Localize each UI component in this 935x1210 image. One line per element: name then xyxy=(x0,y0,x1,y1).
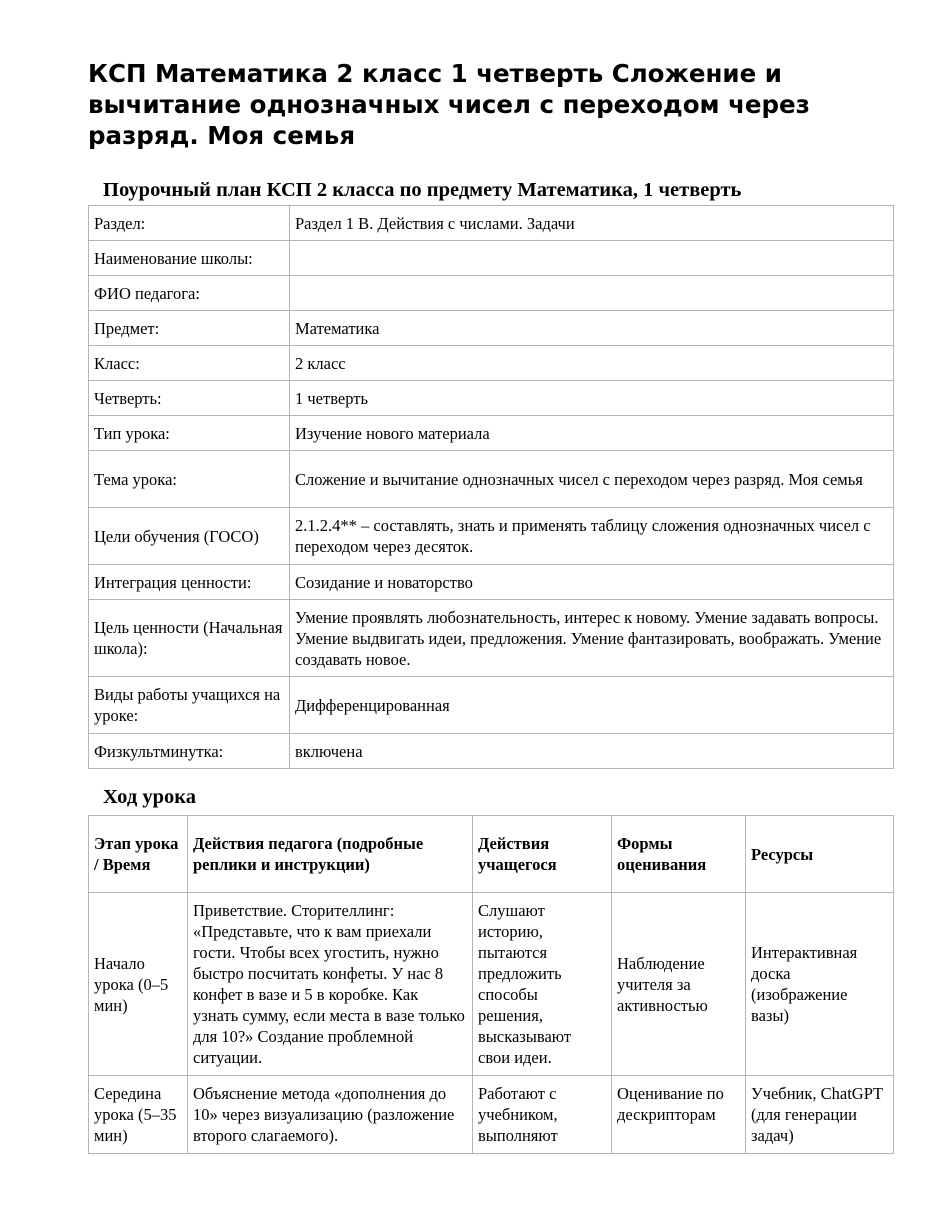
lesson-info-table xyxy=(88,205,894,769)
table-row xyxy=(89,206,894,241)
table-row xyxy=(89,893,894,1076)
info-value: Сложение и вычитание однозначных чисел с переходом через разряд. Моя семья xyxy=(290,451,894,508)
info-label: Класс: xyxy=(89,346,290,381)
info-value: 2 класс xyxy=(290,346,894,381)
info-value: Дифференцированная xyxy=(290,677,894,734)
table-row xyxy=(89,276,894,311)
table-row xyxy=(89,508,894,565)
info-value xyxy=(290,276,894,311)
info-label: Тема урока: xyxy=(89,451,290,508)
info-label: Физкультминутка: xyxy=(89,734,290,769)
info-value xyxy=(290,241,894,276)
table-row xyxy=(89,734,894,769)
stage-cell: Середина урока (5–35 мин) xyxy=(89,1076,188,1154)
table-row xyxy=(89,311,894,346)
assessment-cell: Оценивание по дескрипторам xyxy=(612,1076,746,1154)
column-header-resources: Ресурсы xyxy=(746,816,894,893)
teacher-actions-cell: Приветствие. Сторителлинг: «Представьте, что к вам приехали гости. Чтобы всех угостить, нужно быстро посчитать конфеты. У нас 8 конфет в вазе и 5 в коробке. Как узнать сумму, если места в вазе только для 10?» Создание проблемной ситуации. xyxy=(188,893,473,1076)
table-row xyxy=(89,1076,894,1154)
plan-heading: Поурочный план КСП 2 класса по предмету Математика, 1 четверть xyxy=(103,179,742,201)
info-value: 2.1.2.4** – составлять, знать и применять таблицу сложения однозначных чисел с переходом через десяток. xyxy=(290,508,894,565)
info-label: ФИО педагога: xyxy=(89,276,290,311)
info-value: Математика xyxy=(290,311,894,346)
student-actions-cell: Слушают историю, пытаются предложить способы решения, высказывают свои идеи. xyxy=(473,893,612,1076)
info-value: включена xyxy=(290,734,894,769)
column-header-stage: Этап урока / Время xyxy=(89,816,188,893)
info-label: Раздел: xyxy=(89,206,290,241)
lesson-heading: Ход урока xyxy=(103,786,196,808)
student-actions-cell: Работают с учебником, выполняют xyxy=(473,1076,612,1154)
table-row xyxy=(89,416,894,451)
table-row xyxy=(89,381,894,416)
info-value: Умение проявлять любознательность, интерес к новому. Умение задавать вопросы. Умение выдвигать идеи, предложения. Умение фантазировать, воображать. Умение создавать новое. xyxy=(290,600,894,677)
document-page xyxy=(88,58,893,1154)
table-row xyxy=(89,241,894,276)
info-label: Предмет: xyxy=(89,311,290,346)
assessment-cell: Наблюдение учителя за активностью xyxy=(612,893,746,1076)
table-header-row xyxy=(89,816,894,893)
column-header-student-actions: Действия учащегося xyxy=(473,816,612,893)
info-value: Раздел 1 В. Действия с числами. Задачи xyxy=(290,206,894,241)
column-header-assessment: Формы оценивания xyxy=(612,816,746,893)
document-title: КСП Математика 2 класс 1 четверть Сложение и вычитание однозначных чисел с переходом через разряд. Моя семья xyxy=(88,59,810,150)
resources-cell: Учебник, ChatGPT (для генерации задач) xyxy=(746,1076,894,1154)
info-value: 1 четверть xyxy=(290,381,894,416)
info-label: Виды работы учащихся на уроке: xyxy=(89,677,290,734)
table-row xyxy=(89,565,894,600)
resources-cell: Интерактивная доска (изображение вазы) xyxy=(746,893,894,1076)
info-label: Тип урока: xyxy=(89,416,290,451)
stage-cell: Начало урока (0–5 мин) xyxy=(89,893,188,1076)
info-label: Наименование школы: xyxy=(89,241,290,276)
info-label: Цель ценности (Начальная школа): xyxy=(89,600,290,677)
lesson-course-table xyxy=(88,815,894,1154)
info-label: Интеграция ценности: xyxy=(89,565,290,600)
info-label: Четверть: xyxy=(89,381,290,416)
table-row xyxy=(89,600,894,677)
table-row xyxy=(89,346,894,381)
column-header-teacher-actions: Действия педагога (подробные реплики и инструкции) xyxy=(188,816,473,893)
table-row xyxy=(89,451,894,508)
info-label: Цели обучения (ГОСО) xyxy=(89,508,290,565)
info-value: Изучение нового материала xyxy=(290,416,894,451)
teacher-actions-cell: Объяснение метода «дополнения до 10» через визуализацию (разложение второго слагаемого). xyxy=(188,1076,473,1154)
info-value: Созидание и новаторство xyxy=(290,565,894,600)
table-row xyxy=(89,677,894,734)
